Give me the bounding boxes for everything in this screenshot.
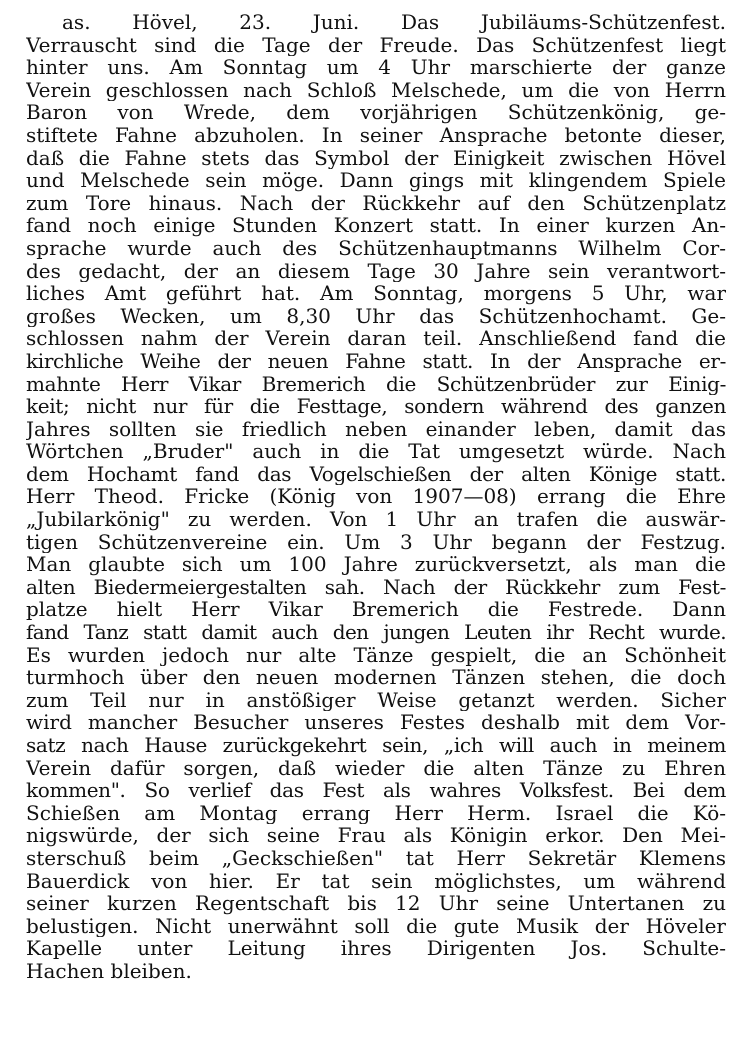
article-line: alten Biedermeiergestalten sah. Nach der Rückkehr zum Fest- [26, 575, 726, 599]
article-line: daß die Fahne stets das Symbol der Einigkeit zwischen Hövel [26, 146, 726, 170]
article-line: keit; nicht nur für die Festtage, sondern während des ganzen [26, 395, 726, 418]
article-line: Man glaubte sich um 100 Jahre zurückversetzt, als man die [26, 553, 726, 576]
article-line: belustigen. Nicht unerwähnt soll die gute Musik der Höveler [26, 914, 726, 938]
article-line: Verrauscht sind die Tage der Freude. Das Schützenfest liegt [26, 33, 726, 57]
article-line: Verein geschlossen nach Schloß Melschede, um die von Herrn [26, 78, 726, 102]
article-line: liches Amt geführt hat. Am Sonntag, morgens 5 Uhr, war [26, 282, 726, 305]
article-line: Baron von Wrede, dem vorjährigen Schützenkönig, ge- [26, 101, 726, 124]
article-line: Schießen am Montag errang Herr Herm. Israel die Kö- [26, 801, 726, 825]
article-line: Hachen bleiben. [26, 959, 192, 983]
article-line: nigswürde, der sich seine Frau als Königin erkor. Den Mei- [26, 824, 726, 847]
article-line: schlossen nahm der Verein daran teil. Anschließend fand die [26, 327, 726, 350]
article-line: turmhoch über den neuen modernen Tänzen stehen, die doch [26, 666, 726, 689]
article-line: Bauerdick von hier. Er tat sein möglichstes, um während [26, 869, 726, 893]
article-line: satz nach Hause zurückgekehrt sein, „ich will auch in meinem [26, 734, 726, 757]
article-line: sterschuß beim „Geckschießen" tat Herr Sekretär Klemens [26, 846, 726, 870]
article-line: mahnte Herr Vikar Bremerich die Schützenbrüder zur Einig- [26, 372, 726, 396]
newspaper-article [26, 11, 726, 983]
article-line: wird mancher Besucher unseres Festes deshalb mit dem Vor- [26, 711, 726, 734]
article-line: hinter uns. Am Sonntag um 4 Uhr marschierte der ganze [26, 56, 726, 79]
article-line: sprache wurde auch des Schützenhauptmanns Wilhelm Cor- [26, 236, 726, 260]
article-line: „Jubilarkönig" zu werden. Von 1 Uhr an trafen die auswär- [26, 508, 726, 531]
article-line: des gedacht, der an diesem Tage 30 Jahre sein verantwort- [26, 259, 726, 283]
article-line: Verein dafür sorgen, daß wieder die alten Tänze zu Ehren [26, 756, 726, 780]
article-line: Kapelle unter Leitung ihres Dirigenten Jos. Schulte- [26, 937, 726, 960]
article-line: tigen Schützenvereine ein. Um 3 Uhr begann der Festzug. [26, 530, 726, 554]
article-line: großes Wecken, um 8,30 Uhr das Schützenhochamt. Ge- [26, 304, 726, 328]
article-line: dem Hochamt fand das Vogelschießen der alten Könige statt. [26, 462, 726, 486]
article-line: as. Hövel, 23. Juni. Das Jubiläums-Schützenfest. [62, 11, 726, 34]
article-line: fand Tanz statt damit auch den jungen Leuten ihr Recht wurde. [26, 621, 726, 644]
article-line: platze hielt Herr Vikar Bremerich die Festrede. Dann [26, 598, 726, 622]
article-line: kirchliche Weihe der neuen Fahne statt. In der Ansprache er- [26, 349, 726, 373]
article-line: Wörtchen „Bruder" auch in die Tat umgesetzt würde. Nach [26, 440, 726, 463]
article-line: stiftete Fahne abzuholen. In seiner Ansprache betonte dieser, [26, 123, 726, 147]
article-line: zum Teil nur in anstößiger Weise getanzt werden. Sicher [26, 688, 726, 712]
article-line: kommen". So verlief das Fest als wahres Volksfest. Bei dem [26, 779, 726, 802]
article-line: Jahres sollten sie friedlich neben einander leben, damit das [26, 417, 726, 441]
article-line: fand noch einige Stunden Konzert statt. In einer kurzen An- [26, 214, 726, 237]
article-line: und Melschede sein möge. Dann gings mit klingendem Spiele [26, 169, 726, 192]
article-line: zum Tore hinaus. Nach der Rückkehr auf den Schützenplatz [26, 191, 726, 215]
article-line: Herr Theod. Fricke (König von 1907—08) errang die Ehre [26, 485, 726, 509]
article-line: Es wurden jedoch nur alte Tänze gespielt, die an Schönheit [26, 643, 726, 667]
article-line: seiner kurzen Regentschaft bis 12 Uhr seine Untertanen zu [26, 892, 726, 915]
